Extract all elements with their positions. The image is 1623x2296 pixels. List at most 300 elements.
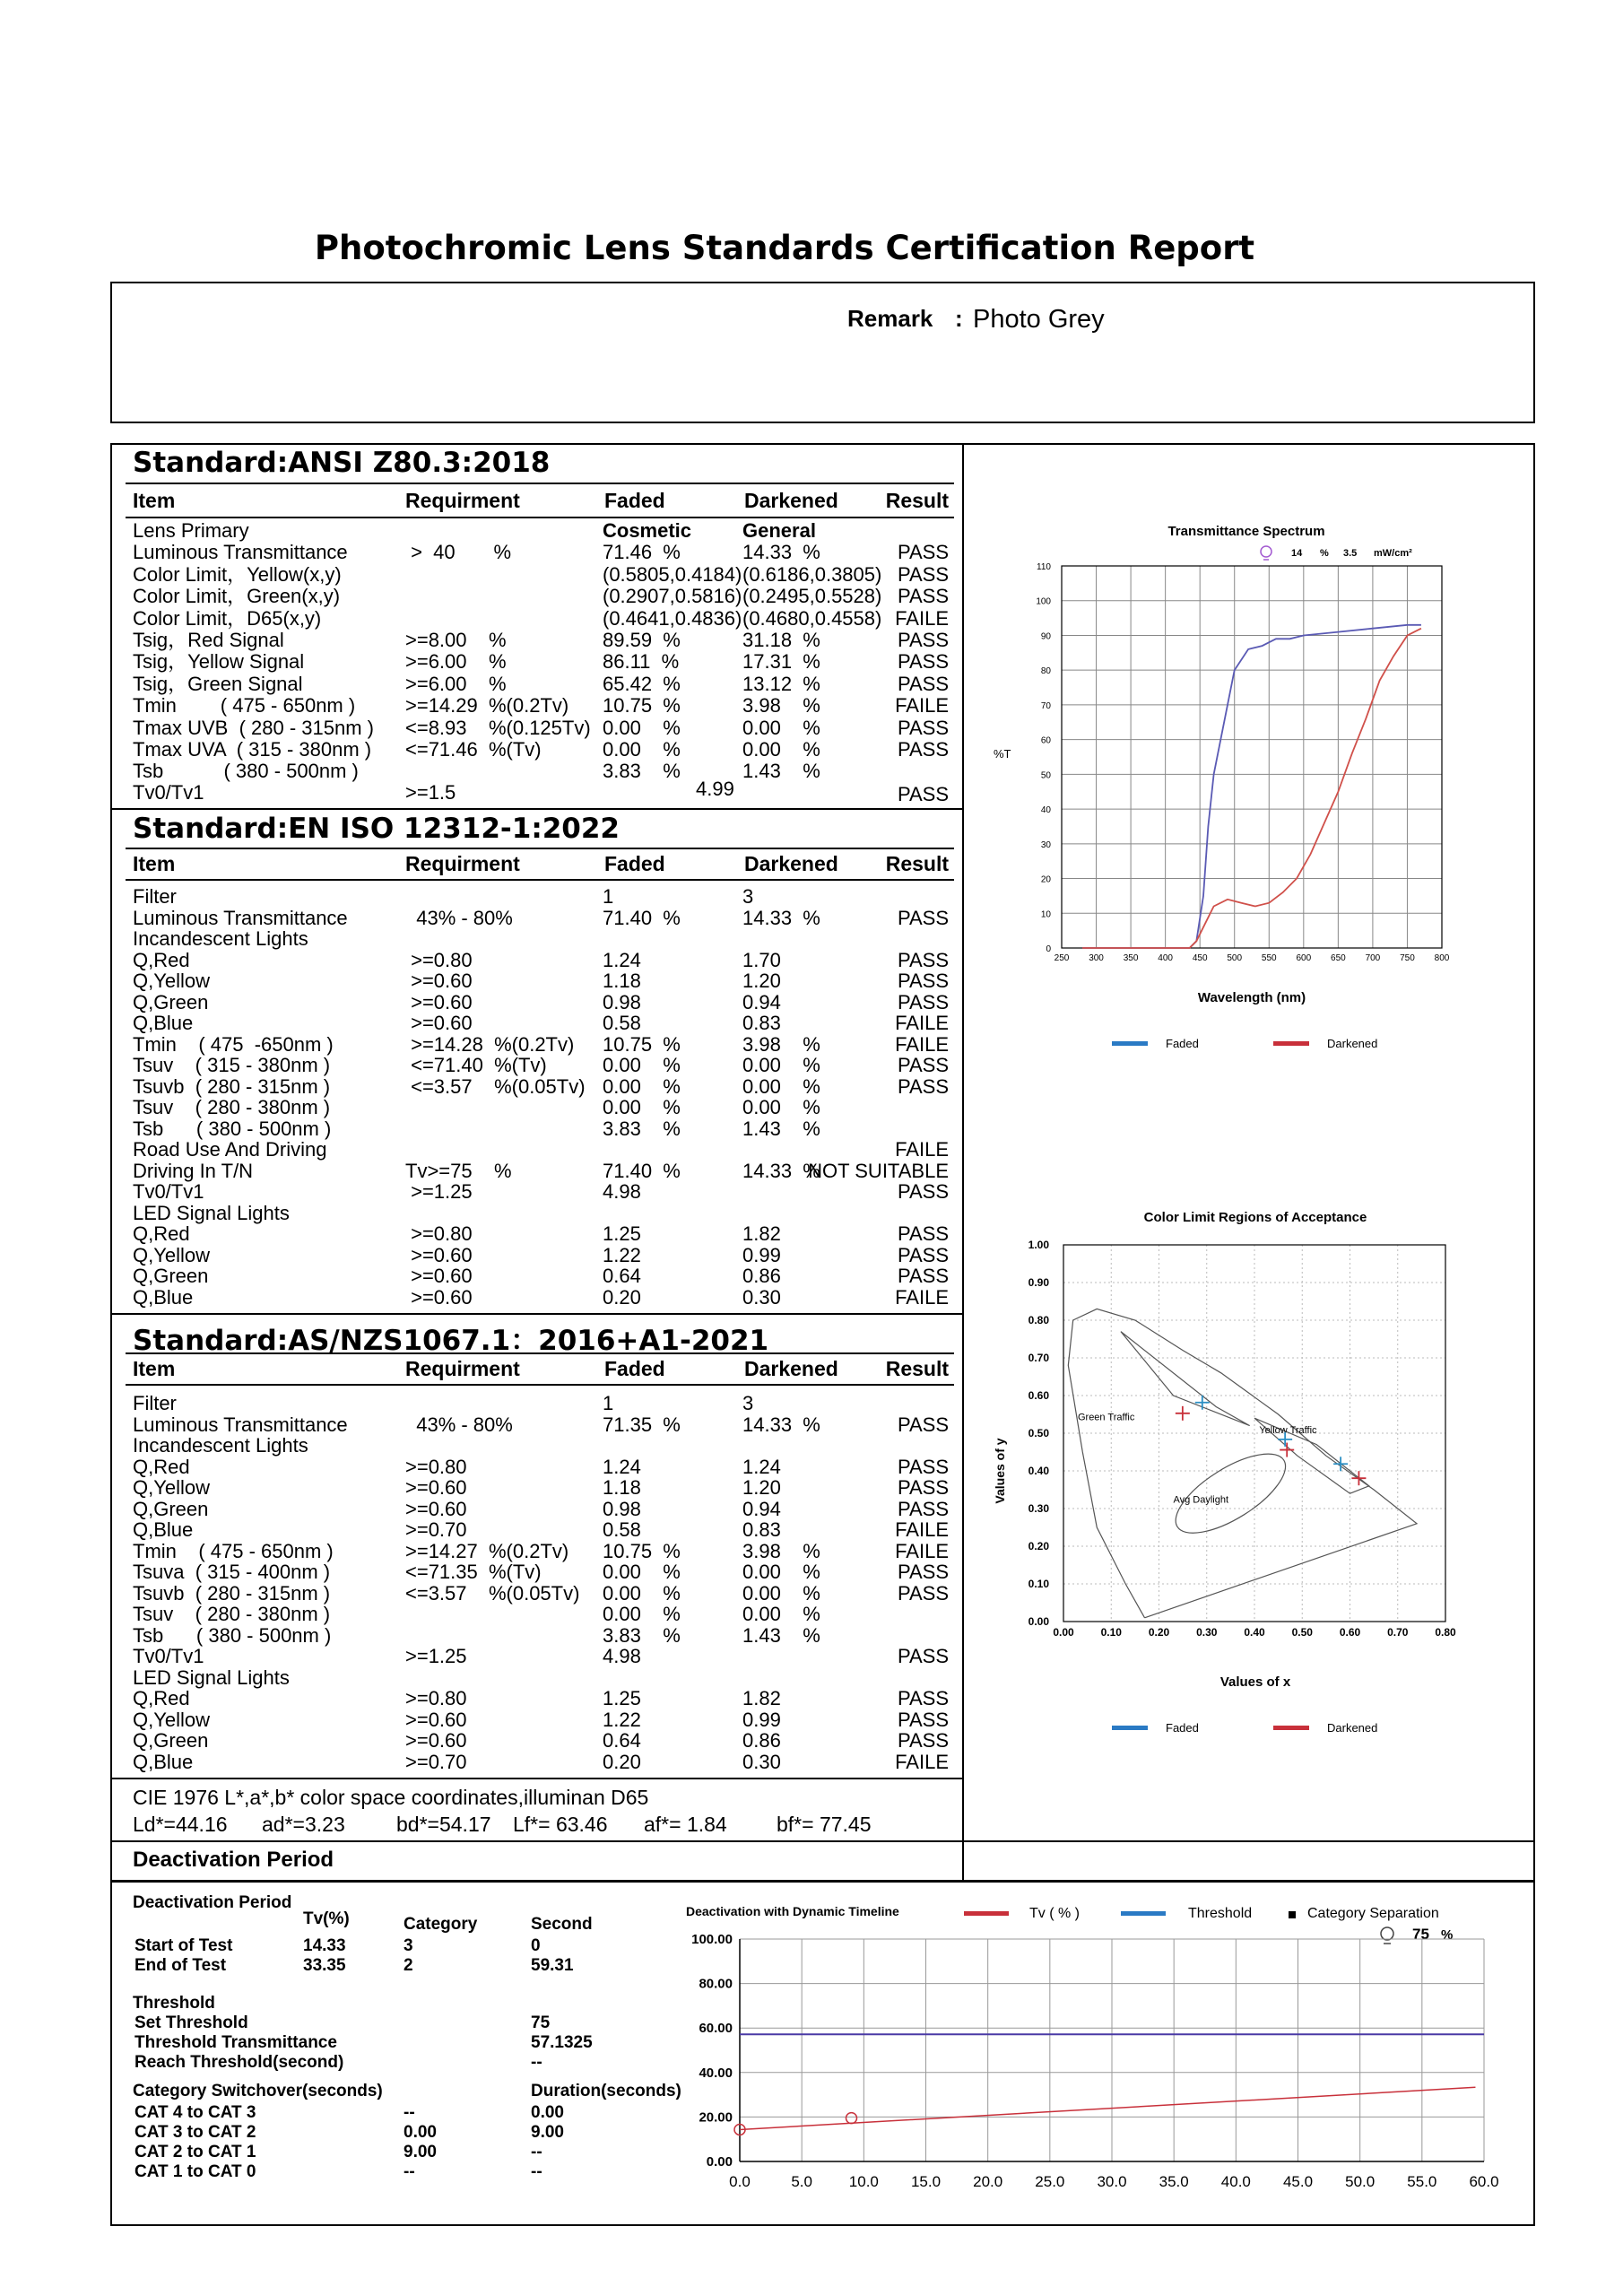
- cell: 0.00 %: [603, 738, 681, 761]
- x-tick-label: 5.0: [791, 2173, 812, 2190]
- header-req: Requirment: [405, 1357, 520, 1380]
- cell: 71.35 %: [603, 1413, 681, 1436]
- x-tick-label: 50.0: [1345, 2173, 1376, 2190]
- cell: 0.86: [742, 1729, 781, 1752]
- deactivation-cell: End of Test: [135, 1956, 227, 1975]
- cell: 1.20: [742, 970, 781, 992]
- deactivation-cell: 0: [531, 1936, 541, 1955]
- ansi-ratio-result: PASS: [897, 783, 949, 805]
- legend-swatch-faded: [1112, 1726, 1148, 1730]
- switchover-cell: --: [531, 2162, 542, 2181]
- x-tick-label: 40.0: [1220, 2173, 1251, 2190]
- cell: LED Signal Lights: [133, 1665, 290, 1689]
- cell: 3.83 %: [603, 1117, 681, 1140]
- cie-title: CIE 1976 L*,a*,b* color space coordinates,illuminan D65: [133, 1786, 649, 1809]
- green-traffic-region: [1121, 1332, 1250, 1426]
- y-tick-label: 1.00: [1028, 1239, 1049, 1251]
- header-result: Result: [885, 852, 949, 875]
- switchover-cell: CAT 2 to CAT 1: [135, 2143, 256, 2161]
- cell: Tsuv ( 280 - 380nm ): [133, 1096, 331, 1118]
- cell: 0.86: [742, 1265, 781, 1287]
- result-cell: FAILE: [895, 1539, 949, 1562]
- info-unit1: %: [1320, 548, 1329, 559]
- result-cell: FAILE: [895, 606, 949, 630]
- cell: (0.6186,0.3805): [742, 562, 882, 586]
- divider: [126, 879, 954, 881]
- cell: 3.98 %: [742, 694, 820, 718]
- x-tick-label: 750: [1400, 953, 1415, 963]
- info-value1: 14: [1291, 548, 1303, 559]
- cell: 1: [603, 885, 614, 908]
- result-cell: FAILE: [895, 1285, 949, 1309]
- deactivation-cell: 2: [404, 1956, 413, 1975]
- cell: (0.2907,0.5816): [603, 585, 742, 608]
- x-axis-label: Wavelength (nm): [1197, 990, 1306, 1005]
- remark-colon: :: [955, 305, 963, 332]
- legend-label-category: Category Separation: [1307, 1906, 1439, 1921]
- deactivation-cell: 14.33: [303, 1936, 346, 1955]
- cell: 1.82: [742, 1687, 781, 1709]
- cell: (0.5805,0.4184): [603, 562, 742, 586]
- chart-title: Deactivation with Dynamic Timeline: [686, 1904, 899, 1918]
- switchover-cell: 0.00: [531, 2103, 564, 2122]
- plot-frame: [1062, 566, 1442, 948]
- y-tick-label: 0.20: [1028, 1540, 1049, 1552]
- remark-value: Photo Grey: [973, 305, 1105, 334]
- y-tick-label: 60: [1040, 735, 1051, 746]
- cell: Q,Red: [133, 1687, 190, 1709]
- y-tick-label: 0.80: [1028, 1314, 1049, 1326]
- result-cell: PASS: [897, 562, 949, 586]
- x-tick-label: 0.70: [1387, 1626, 1409, 1639]
- result-cell: PASS: [897, 1265, 949, 1287]
- cell: 86.11 %: [603, 650, 680, 674]
- legend-swatch-darkened: [1273, 1726, 1309, 1730]
- cell: Road Use And Driving: [133, 1138, 327, 1161]
- report-title: Photochromic Lens Standards Certification Report: [314, 229, 1255, 267]
- cell: <=71.35 %(Tv): [405, 1561, 542, 1583]
- deactivation-cell: 59.31: [531, 1956, 574, 1975]
- x-tick-label: 400: [1158, 953, 1173, 963]
- cell: 17.31 %: [742, 650, 820, 674]
- cell: >=0.60: [405, 970, 473, 992]
- threshold-title: Threshold: [133, 1994, 215, 2013]
- cell: 0.58: [603, 1518, 641, 1541]
- result-cell: PASS: [897, 1497, 949, 1520]
- ansi-standard-title: Standard:ANSI Z80.3:2018: [133, 447, 551, 479]
- cell: <=3.57 %(0.05Tv): [405, 1581, 580, 1605]
- x-tick-label: 800: [1434, 953, 1450, 963]
- cell: 14.33 %: [742, 541, 820, 564]
- result-cell: PASS: [897, 1413, 949, 1436]
- cell: 0.30: [742, 1750, 781, 1773]
- cell: 0.00 %: [603, 1561, 681, 1583]
- cell: <=71.40 %(Tv): [405, 1054, 547, 1076]
- cell: Incandescent Lights: [133, 1434, 308, 1457]
- y-tick-label: 100: [1036, 596, 1051, 607]
- divider: [126, 1352, 954, 1354]
- cell: Q,Yellow: [133, 970, 211, 992]
- badge-unit: %: [1441, 1927, 1454, 1943]
- y-tick-label: 0.40: [1028, 1465, 1049, 1477]
- cell: Tmin ( 475 -650nm ): [133, 1032, 334, 1056]
- divider: [126, 483, 954, 484]
- y-tick-label: 50: [1040, 770, 1051, 781]
- y-tick-label: 20.00: [699, 2109, 733, 2126]
- y-tick-label: 0.00: [706, 2154, 733, 2170]
- en-standard-title: Standard:EN ISO 12312-1:2022: [133, 813, 620, 845]
- result-cell: PASS: [897, 1708, 949, 1731]
- cell: >=0.70: [405, 1518, 467, 1541]
- result-cell: PASS: [897, 1243, 949, 1266]
- cie-value: af*= 1.84: [644, 1813, 727, 1836]
- cell: >=0.80: [405, 1455, 467, 1478]
- category-marker: [846, 2113, 857, 2124]
- bulb-icon: [1381, 1927, 1393, 1944]
- y-tick-label: 30: [1040, 839, 1051, 850]
- cell: Luminous Transmittance: [133, 541, 348, 564]
- cell: 3: [742, 1392, 754, 1414]
- legend-swatch-tv: [964, 1911, 1009, 1916]
- x-axis-label: Values of x: [1219, 1674, 1291, 1690]
- divider: [126, 517, 954, 518]
- y-tick-label: 40: [1040, 805, 1051, 816]
- cell: 0.94: [742, 990, 781, 1013]
- cell: 65.42 %: [603, 672, 681, 695]
- cell: 0.00 %: [742, 738, 820, 761]
- cell: 1.22: [603, 1708, 641, 1731]
- y-tick-label: 0.50: [1028, 1427, 1049, 1439]
- result-cell: FAILE: [895, 694, 949, 718]
- deactivation-cell: Start of Test: [135, 1936, 233, 1955]
- cell: Tsb ( 380 - 500nm ): [133, 1623, 332, 1647]
- cell: 71.40 %: [603, 906, 681, 929]
- cell: Tsig，Yellow Signal: [133, 650, 305, 674]
- x-tick-label: 450: [1192, 953, 1208, 963]
- cie-value: bf*= 77.45: [777, 1813, 872, 1836]
- result-cell: FAILE: [895, 1012, 949, 1034]
- result-cell: PASS: [897, 1561, 949, 1583]
- cell: 0.64: [603, 1729, 641, 1752]
- cell: Q,Blue: [133, 1750, 194, 1773]
- cell: 1.43 %: [742, 1117, 820, 1140]
- deactivation-col: Second: [531, 1915, 593, 1934]
- cell: 0.20: [603, 1750, 641, 1773]
- switchover-title: Category Switchover(seconds): [133, 2082, 383, 2100]
- y-tick-label: 70: [1040, 700, 1051, 711]
- x-tick-label: 0.60: [1339, 1626, 1361, 1639]
- divider: [110, 808, 962, 810]
- cell: (0.4680,0.4558): [742, 606, 882, 630]
- ansi-ratio-value: 4.99: [696, 778, 734, 800]
- header-faded: Faded: [604, 1357, 665, 1380]
- y-tick-label: 60.00: [699, 2021, 733, 2037]
- y-axis-label: %T: [994, 747, 1011, 761]
- result-cell: PASS: [897, 1581, 949, 1605]
- cell: 0.64: [603, 1265, 641, 1287]
- cell: Q,Yellow: [133, 1476, 211, 1499]
- switchover-cell: 9.00: [531, 2123, 564, 2142]
- divider: [110, 1313, 962, 1315]
- cell: Luminous Transmittance: [133, 1413, 348, 1436]
- cell: 1.22: [603, 1243, 641, 1266]
- deactivation-title: Deactivation Period: [133, 1893, 292, 1912]
- cell: 10.75 %: [603, 1032, 681, 1056]
- cell: General: [742, 519, 816, 542]
- y-tick-label: 80.00: [699, 1976, 733, 1992]
- threshold-label: Threshold Transmittance: [135, 2033, 337, 2052]
- cell: Tsuv ( 280 - 380nm ): [133, 1603, 331, 1625]
- cell: 0.20: [603, 1285, 641, 1309]
- x-tick-label: 30.0: [1097, 2173, 1127, 2190]
- header-faded: Faded: [604, 489, 665, 512]
- cell: 1.24: [603, 1455, 641, 1478]
- cell: 0.83: [742, 1012, 781, 1034]
- cell: 0.30: [742, 1285, 781, 1309]
- header-result: Result: [885, 489, 949, 512]
- cell: 1.43 %: [742, 1623, 820, 1647]
- result-cell: PASS: [897, 1729, 949, 1752]
- cell: Q,Blue: [133, 1012, 194, 1034]
- result-cell: PASS: [897, 1476, 949, 1499]
- y-tick-label: 10: [1040, 909, 1051, 920]
- y-tick-label: 0.10: [1028, 1578, 1049, 1590]
- info-value2: 3.5: [1343, 548, 1358, 559]
- header-faded: Faded: [604, 852, 665, 875]
- cell: 10.75 %: [603, 1539, 681, 1562]
- cell: >=14.29 %(0.2Tv): [405, 694, 569, 718]
- result-cell: FAILE: [895, 1750, 949, 1773]
- x-tick-label: 35.0: [1159, 2173, 1189, 2190]
- x-tick-label: 0.10: [1100, 1626, 1122, 1639]
- cell: (0.4641,0.4836): [603, 606, 742, 630]
- x-tick-label: 60.0: [1469, 2173, 1499, 2190]
- cell: Driving In T/N: [133, 1159, 254, 1182]
- cell: 1.82: [742, 1222, 781, 1245]
- y-tick-label: 40.00: [699, 2065, 733, 2081]
- divider: [126, 848, 954, 849]
- cell: >=0.60: [405, 1729, 467, 1752]
- cell: >=0.60: [405, 990, 473, 1013]
- result-cell: PASS: [897, 629, 949, 651]
- cell: 10.75 %: [603, 694, 681, 718]
- deactivation-cell: 33.35: [303, 1956, 346, 1975]
- cell: Tmax UVA ( 315 - 380nm ): [133, 738, 372, 761]
- legend-label-threshold: Threshold: [1188, 1906, 1253, 1921]
- column-divider: [962, 443, 964, 1880]
- cell: 0.00 %: [603, 1603, 681, 1625]
- cell: 43% - 80%: [405, 1413, 513, 1436]
- y-axis-label: Values of y: [993, 1438, 1007, 1504]
- cell: Tsb ( 380 - 500nm ): [133, 760, 359, 783]
- spectral-locus: [1068, 1309, 1417, 1617]
- cell: 0.00 %: [742, 1096, 820, 1118]
- legend-label-faded: Faded: [1166, 1037, 1199, 1050]
- cell: 1: [603, 1392, 614, 1414]
- x-tick-label: 300: [1089, 953, 1104, 963]
- cell: >=0.80: [405, 1222, 473, 1245]
- cell: 0.00 %: [603, 1096, 681, 1118]
- cell: Q,Green: [133, 990, 209, 1013]
- x-tick-label: 25.0: [1035, 2173, 1065, 2190]
- header-req: Requirment: [405, 852, 520, 875]
- result-cell: FAILE: [895, 1138, 949, 1161]
- cell: 1.24: [742, 1455, 781, 1478]
- cell: 4.98: [603, 1645, 641, 1667]
- switchover-cell: 0.00: [404, 2123, 437, 2142]
- cell: >=0.60: [405, 1012, 473, 1034]
- cell: 0.00 %: [742, 716, 820, 739]
- chart-title: Transmittance Spectrum: [1167, 524, 1325, 539]
- cell: 0.00 %: [742, 1074, 820, 1098]
- x-tick-label: 0.40: [1244, 1626, 1265, 1639]
- result-cell: PASS: [897, 1645, 949, 1667]
- cell: >=1.25: [405, 1180, 473, 1203]
- legend-swatch-faded: [1112, 1041, 1148, 1046]
- x-tick-label: 550: [1261, 953, 1277, 963]
- x-tick-label: 650: [1331, 953, 1346, 963]
- cell: 0.00 %: [742, 1603, 820, 1625]
- cell: >=0.60: [405, 1265, 473, 1287]
- divider: [110, 1778, 962, 1779]
- legend-label-faded: Faded: [1166, 1721, 1199, 1735]
- cell: Tv0/Tv1: [133, 1180, 204, 1203]
- cell: 14.33 %: [742, 1413, 820, 1436]
- cell: Tsb ( 380 - 500nm ): [133, 1117, 332, 1140]
- header-item: Item: [133, 489, 176, 512]
- cell: 3: [742, 885, 754, 908]
- switchover-cell: --: [404, 2103, 415, 2122]
- cell: 0.99: [742, 1243, 781, 1266]
- x-tick-label: 500: [1227, 953, 1243, 963]
- threshold-value: 57.1325: [531, 2033, 593, 2052]
- y-tick-label: 110: [1037, 562, 1051, 572]
- cell: 0.58: [603, 1012, 641, 1034]
- cell: 89.59 %: [603, 629, 681, 651]
- cell: >=0.80: [405, 948, 473, 971]
- cell: >=14.27 %(0.2Tv): [405, 1539, 569, 1562]
- threshold-label: Set Threshold: [135, 2013, 248, 2032]
- deactivation-chart: [677, 1883, 1529, 2224]
- cell: >=0.60: [405, 1497, 467, 1520]
- legend-label-darkened: Darkened: [1327, 1721, 1378, 1735]
- result-cell: PASS: [897, 650, 949, 674]
- result-cell: PASS: [897, 738, 949, 761]
- x-tick-label: 600: [1296, 953, 1312, 963]
- cell: Color Limit，Yellow(x,y): [133, 562, 342, 586]
- legend-swatch-category: [1289, 1911, 1296, 1918]
- cell: >=0.80: [405, 1687, 467, 1709]
- cell: Luminous Transmittance: [133, 906, 348, 929]
- duration-title: Duration(seconds): [531, 2082, 681, 2100]
- cell: 0.00 %: [603, 1581, 681, 1605]
- cell: >=0.60: [405, 1708, 467, 1731]
- result-cell: PASS: [897, 672, 949, 695]
- deactivation-header: Deactivation Period: [133, 1848, 334, 1872]
- cell: Q,Green: [133, 1497, 209, 1520]
- result-cell: PASS: [897, 970, 949, 992]
- header-darkened: Darkened: [744, 1357, 838, 1380]
- cell: 14.33 %: [742, 906, 820, 929]
- cell: >=1.25: [405, 1645, 467, 1667]
- x-tick-label: 15.0: [910, 2173, 942, 2190]
- y-tick-label: 20: [1040, 874, 1051, 885]
- header-result: Result: [885, 1357, 949, 1380]
- divider: [126, 1384, 954, 1386]
- y-tick-label: 0.70: [1028, 1352, 1049, 1364]
- region-label: Green Traffic: [1077, 1412, 1135, 1423]
- region-label: Yellow Traffic: [1259, 1425, 1317, 1436]
- cell: 1.18: [603, 1476, 641, 1499]
- ansi-ratio-req: >=1.5: [405, 781, 456, 804]
- info-unit2: mW/cm²: [1374, 548, 1412, 559]
- cell: Filter: [133, 885, 177, 908]
- cell: >=0.70: [405, 1750, 467, 1773]
- y-tick-label: 0.00: [1028, 1615, 1049, 1628]
- cell: Tv>=75 %: [405, 1159, 512, 1182]
- cell: 1.24: [603, 948, 641, 971]
- threshold-label: Reach Threshold(second): [135, 2053, 344, 2072]
- x-tick-label: 350: [1123, 953, 1139, 963]
- result-cell: PASS: [897, 906, 949, 929]
- cell: 0.83: [742, 1518, 781, 1541]
- y-tick-label: 0: [1046, 944, 1051, 954]
- cell: 71.40 %: [603, 1159, 681, 1182]
- cell: Tsuvb ( 280 - 315nm ): [133, 1074, 331, 1098]
- cell: (0.2495,0.5528): [742, 585, 882, 608]
- cell: 3.98 %: [742, 1032, 820, 1056]
- avg-daylight-region: [1164, 1439, 1297, 1548]
- cell: Q,Red: [133, 1455, 190, 1478]
- x-tick-label: 0.30: [1196, 1626, 1218, 1639]
- cell: Tsuv ( 315 - 380nm ): [133, 1054, 331, 1076]
- cell: Q,Green: [133, 1729, 209, 1752]
- deactivation-col: Category: [404, 1915, 478, 1934]
- threshold-value: 75: [531, 2013, 551, 2032]
- x-tick-label: 0.20: [1148, 1626, 1170, 1639]
- header-item: Item: [133, 852, 176, 875]
- transmittance-spectrum-chart: [986, 516, 1524, 1072]
- cell: Cosmetic: [603, 519, 692, 542]
- cell: Q,Yellow: [133, 1243, 211, 1266]
- cell: 1.70: [742, 948, 781, 971]
- cell: >=6.00 %: [405, 672, 507, 695]
- result-cell: PASS: [897, 1455, 949, 1478]
- cell: 0.94: [742, 1497, 781, 1520]
- result-cell: FAILE: [895, 1518, 949, 1541]
- cell: Q,Red: [133, 948, 190, 971]
- cell: 0.00 %: [742, 1561, 820, 1583]
- legend-swatch-threshold: [1121, 1911, 1166, 1916]
- threshold-value: --: [531, 2053, 542, 2072]
- cell: Tmax UVB ( 280 - 315nm ): [133, 716, 374, 739]
- region-label: Avg Daylight: [1173, 1494, 1229, 1506]
- remark-box: [110, 282, 1535, 423]
- switchover-cell: CAT 1 to CAT 0: [135, 2162, 256, 2181]
- cell: >=6.00 %: [405, 650, 507, 674]
- cell: Tsig，Green Signal: [133, 672, 303, 695]
- x-tick-label: 700: [1365, 953, 1381, 963]
- header-item: Item: [133, 1357, 176, 1380]
- cell: >=0.60: [405, 1285, 473, 1309]
- deactivation-col: Tv(%): [303, 1909, 350, 1928]
- cell: 3.83 %: [603, 1623, 681, 1647]
- result-cell: PASS: [897, 1054, 949, 1076]
- cell: 1.20: [742, 1476, 781, 1499]
- result-cell: PASS: [897, 1074, 949, 1098]
- bulb-icon: [1261, 546, 1271, 560]
- cell: >=14.28 %(0.2Tv): [405, 1032, 575, 1056]
